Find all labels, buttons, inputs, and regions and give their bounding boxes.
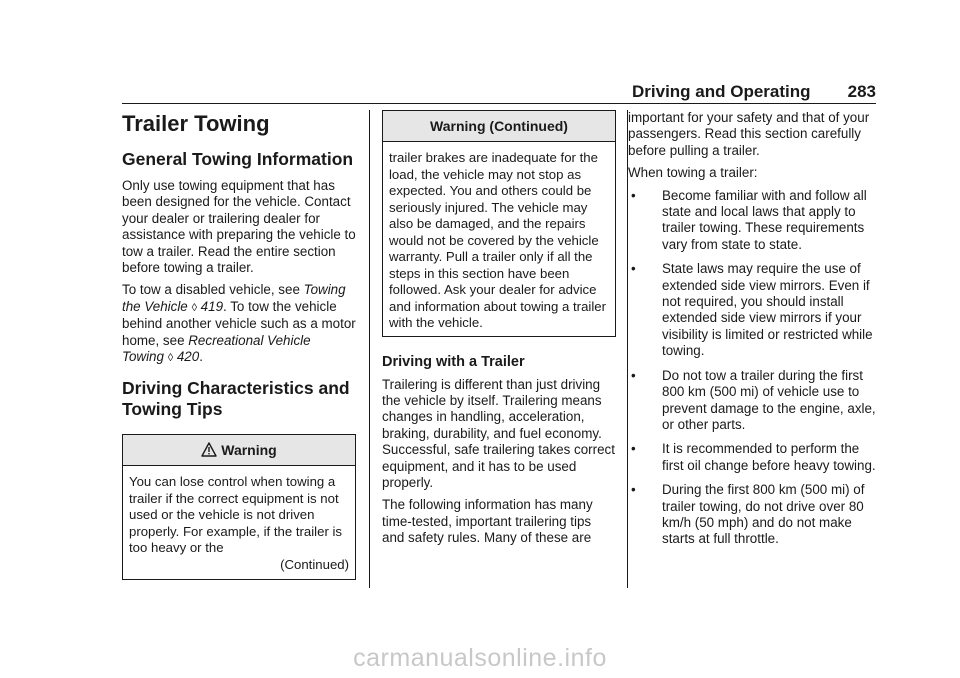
bullet: • [631, 261, 636, 277]
towing-intro: When towing a trailer: [628, 165, 758, 181]
bullet: • [631, 187, 636, 203]
section-title: Driving and Operating [632, 82, 811, 101]
towing-the-vehicle-link[interactable]: Towing the Vehicle ◊ 419 [122, 282, 346, 314]
continued-label: (Continued) [280, 556, 349, 572]
warning-text: You can lose control when towing a trailer if the correct equipment is not used or the vehicle is not driven properly. For example, if the trailer is too heavy or the [129, 474, 343, 556]
warning-continued-box [382, 110, 616, 337]
warning-title: Warning [221, 442, 277, 459]
column-divider [369, 110, 370, 588]
page-number: 283 [847, 82, 876, 101]
column-2 [382, 110, 616, 553]
safety-paragraph: important for your safety and that of your passengers. Read this section carefully before pulling a trailer. [628, 110, 870, 158]
warning-continued-header: Warning (Continued) [383, 111, 615, 142]
column-3 [628, 110, 876, 556]
list-item: • State laws may require the use of extended side view mirrors. Even if not required, you should install extended side view mirrors if your visibility is limited or restricted while towing. [631, 261, 873, 359]
running-header [632, 82, 876, 104]
page-ref-arrow-icon: ◊ [167, 352, 174, 365]
list-item: • During the first 800 km (500 mi) of trailer towing, do not drive over 80 km/h (50 mph) and do not make starts at full throttle. [631, 482, 865, 547]
list-item: • It is recommended to perform the first oil change before heavy towing. [631, 441, 876, 473]
header-rule [122, 103, 876, 104]
watermark: carmanualsonline.info [353, 644, 607, 672]
warning-icon [201, 437, 217, 467]
recreational-vehicle-towing-link[interactable]: Recreational Vehicle Towing ◊ 420 [122, 332, 311, 365]
bullet: • [631, 482, 636, 498]
warning-body [123, 466, 355, 579]
list-item: • Do not tow a trailer during the first 800 km (500 mi) of vehicle use to prevent damage to the engine, axle, or other parts. [631, 367, 876, 432]
list-item: • Become familiar with and follow all state and local laws that apply to trailer towing. These requirements vary from state to state. [631, 187, 867, 252]
warning-header [123, 435, 355, 466]
towing-tips-list [628, 188, 876, 548]
bullet: • [631, 367, 636, 383]
general-paragraph-1: Only use towing equipment that has been designed for the vehicle. Contact your dealer or trailering dealer for assistance with preparing the vehicle to tow a trailer. Read the entire section before towing a trailer. [122, 178, 356, 276]
warning-continued-body: trailer brakes are inadequate for the load, the vehicle may not stop as expected. You and others could be seriously injured. The vehicle may also be damaged, and the repairs would not be covered by the vehicle warranty. Pull a trailer only if all the steps in this section have been followed. Ask your dealer for advice and information about towing a trailer with the vehicle. [389, 150, 606, 330]
driving-characteristics-heading: Driving Characteristics and Towing Tips [122, 378, 350, 420]
page-ref-arrow-icon: ◊ [191, 301, 197, 314]
driving-with-trailer-heading: Driving with a Trailer [382, 353, 525, 370]
page-title: Trailer Towing [122, 111, 270, 136]
general-paragraph-2: To tow a disabled vehicle, see Towing the Vehicle ◊ 419. To tow the vehicle behind another vehicle such as a motor home, see Recreational Vehicle Towing ◊ 420. [122, 282, 356, 365]
driving-paragraph-2: The following information has many time-tested, important trailering tips and safety rules. Many of these are [382, 497, 593, 546]
bullet: • [631, 441, 636, 457]
warning-box [122, 434, 356, 580]
general-towing-heading: General Towing Information [122, 149, 354, 169]
driving-paragraph-1: Trailering is different than just driving the vehicle by itself. Trailering means changes in handling, acceleration, braking, durability, and fuel economy. Successful, safe trailering takes correct equipment, and it has to be used properly. [382, 376, 615, 490]
column-1 [122, 110, 356, 596]
